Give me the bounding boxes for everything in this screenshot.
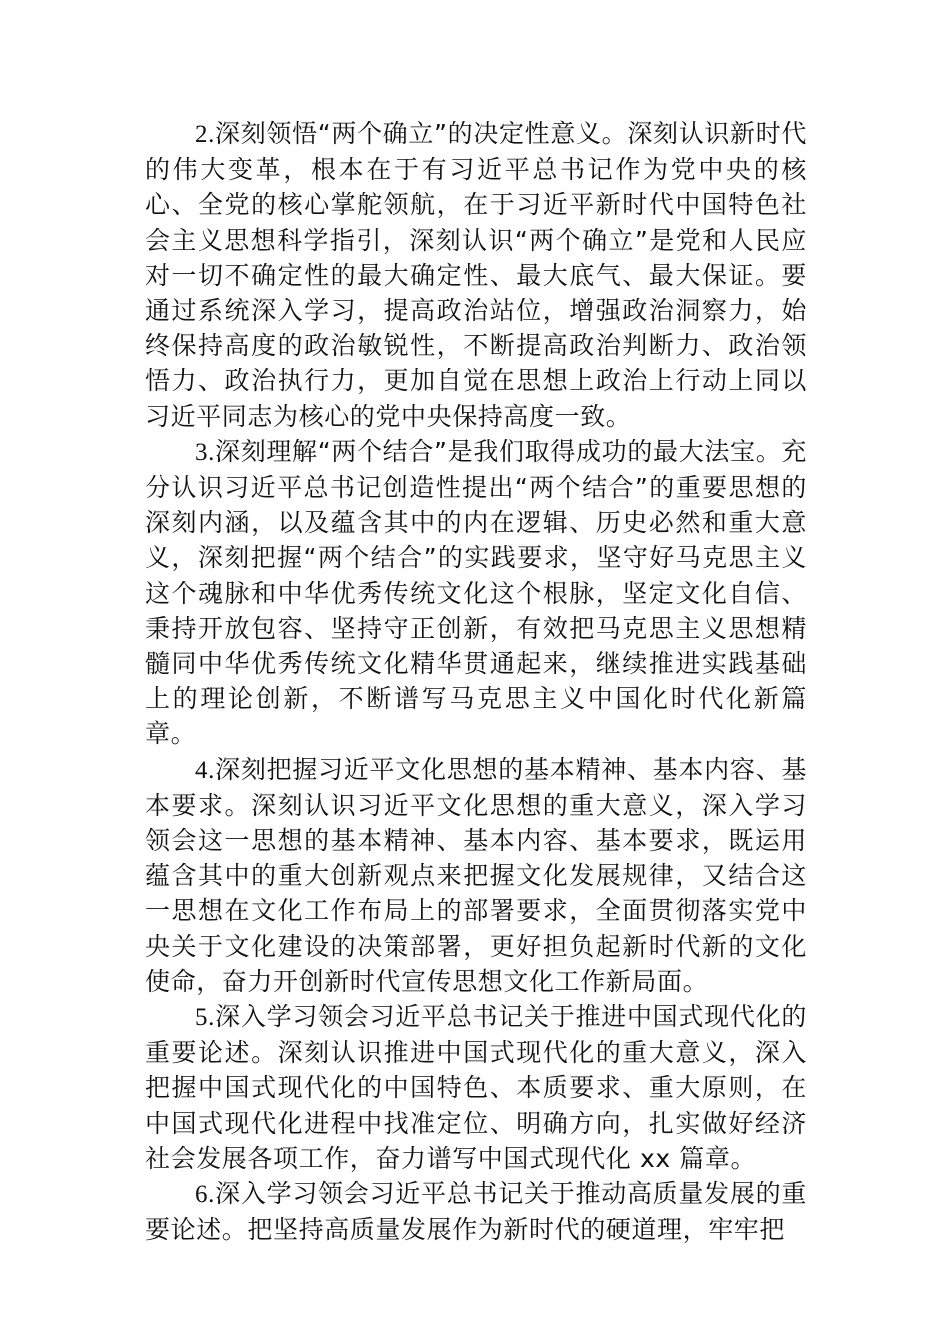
paragraph-number: 3. [195,438,215,466]
paragraph-item-4 [145,752,807,999]
paragraph-number: 6. [195,1181,215,1209]
paragraph-item-3 [145,434,807,752]
paragraph-number: 2. [195,121,215,148]
paragraph-text: 深刻理解“两个结合”是我们取得成功的最大法宝。充分认识习近平总书记创造性提出“两个结合”的重要思想的深刻内涵，以及蕴含其中的内在逻辑、历史必然和重大意义，深刻把握“两个结合”的实践要求，坚守好马克思主义这个魂脉和中华优秀传统文化这个根脉，坚定文化自信、秉持开放包容、坚持守正创新，有效把马克思主义思想精髓同中华优秀传统文化精华贯通起来，继续推进实践基础上的理论创新，不断谱写马克思主义中国化时代化新篇章。 [145,436,807,749]
paragraph-item-2 [145,116,807,434]
paragraph-text: 深刻领悟“两个确立”的决定性意义。深刻认识新时代的伟大变革，根本在于有习近平总书记作为党中央的核心、全党的核心掌舵领航，在于习近平新时代中国特色社会主义思想科学指引，深刻认识“两个确立”是党和人民应对一切不确定性的最大确定性、最大底气、最大保证。要通过系统深入学习，提高政治站位，增强政治洞察力，始终保持高度的政治敏锐性，不断提高政治判断力、政治领悟力、政治执行力，更加自觉在思想上政治上行动上同以习近平同志为核心的党中央保持高度一致。 [145,119,807,431]
paragraph-item-6 [145,1176,807,1247]
paragraph-text: 深刻把握习近平文化思想的基本精神、基本内容、基本要求。深刻认识习近平文化思想的重大意义，深入学习领会这一思想的基本精神、基本内容、基本要求，既运用蕴含其中的重大创新观点来把握文化发展规律，又结合这一思想在文化工作布局上的部署要求，全面贯彻落实党中央关于文化建设的决策部署，更好担负起新时代新的文化使命，奋力开创新时代宣传思想文化工作新局面。 [145,754,807,996]
paragraph-number: 4. [195,756,215,784]
paragraph-number: 5. [195,1004,215,1032]
paragraph-item-5 [145,999,807,1176]
paragraph-text: 深入学习领会习近平总书记关于推进中国式现代化的重要论述。深刻认识推进中国式现代化的重大意义，深入把握中国式现代化的中国特色、本质要求、重大原则，在中国式现代化进程中找准定位、明确方向，扎实做好经济社会发展各项工作，奋力谱写中国式现代化 xx 篇章。 [145,1002,807,1173]
document-body [145,116,807,1248]
paragraph-text: 深入学习领会习近平总书记关于推动高质量发展的重要论述。把坚持高质量发展作为新时代的硬道理，牢牢把 [145,1179,807,1245]
